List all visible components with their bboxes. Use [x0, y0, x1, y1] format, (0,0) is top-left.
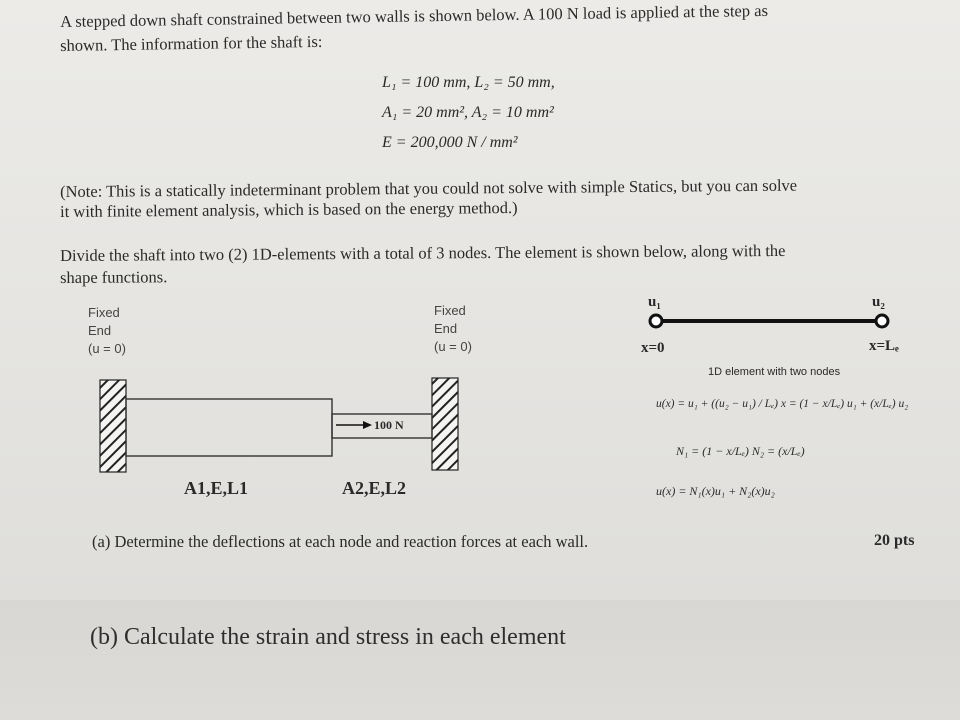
- shape-functions: N₁ = (1 − x/Lₑ) N₂ = (x/Lₑ): [676, 444, 805, 458]
- segment-2-label: A2,E,L2: [342, 478, 407, 498]
- load-label: 100 N: [374, 418, 404, 432]
- intro-line-1: A stepped down shaft constrained between two walls is shown below. A 100 N load is applied at the step as: [60, 0, 769, 31]
- x-origin-label: x=0: [641, 340, 665, 356]
- right-wall-label-2: End: [434, 321, 458, 336]
- right-wall: [432, 378, 458, 470]
- shaft-segment-1: [126, 399, 332, 456]
- node-1-disp-label: u₁: [648, 294, 661, 310]
- node-1: [650, 315, 662, 327]
- element-caption: 1D element with two nodes: [708, 366, 841, 378]
- load-arrowhead: [363, 421, 372, 429]
- left-wall: [100, 380, 126, 472]
- note-line-2: it with finite element analysis, which is based on the energy method.): [60, 198, 518, 221]
- part-a-points: 20 pts: [874, 532, 915, 549]
- divide-line-2: shape functions.: [60, 267, 168, 287]
- x-length-label: x=Lₑ: [869, 338, 899, 354]
- given-areas: A₁ = 20 mm², A₂ = 10 mm²: [382, 104, 554, 121]
- left-wall-label-3: (u = 0): [88, 341, 126, 356]
- part-b-question: (b) Calculate the strain and stress in each element: [90, 624, 566, 650]
- part-a-question: (a) Determine the deflections at each node and reaction forces at each wall.: [92, 532, 589, 551]
- given-lengths: L₁ = 100 mm, L₂ = 50 mm,: [382, 74, 555, 91]
- right-wall-label-3: (u = 0): [434, 339, 472, 354]
- divide-line-1: Divide the shaft into two (2) 1D-elements with a total of 3 nodes. The element is shown below, along with the: [60, 240, 786, 265]
- left-wall-label-2: End: [88, 323, 112, 338]
- node-2: [876, 315, 888, 327]
- node-2-disp-label: u₂: [872, 294, 885, 310]
- right-wall-label-1: Fixed: [434, 303, 466, 318]
- segment-1-label: A1,E,L1: [184, 478, 249, 498]
- interpolation-equation: u(x) = N₁(x)u₁ + N₂(x)u₂: [656, 484, 775, 498]
- left-wall-label-1: Fixed: [88, 305, 120, 320]
- given-modulus: E = 200,000 N / mm²: [382, 134, 518, 151]
- displacement-equation: u(x) = u₁ + ((u₂ − u₁) / Lₑ) x = (1 − x/Lₑ) u₁ + (x/Lₑ) u₂: [656, 398, 909, 410]
- intro-line-2: shown. The information for the shaft is:: [60, 31, 323, 55]
- note-line-1: (Note: This is a statically indeterminant problem that you could not solve with simple Statics, but you can solve: [60, 175, 798, 201]
